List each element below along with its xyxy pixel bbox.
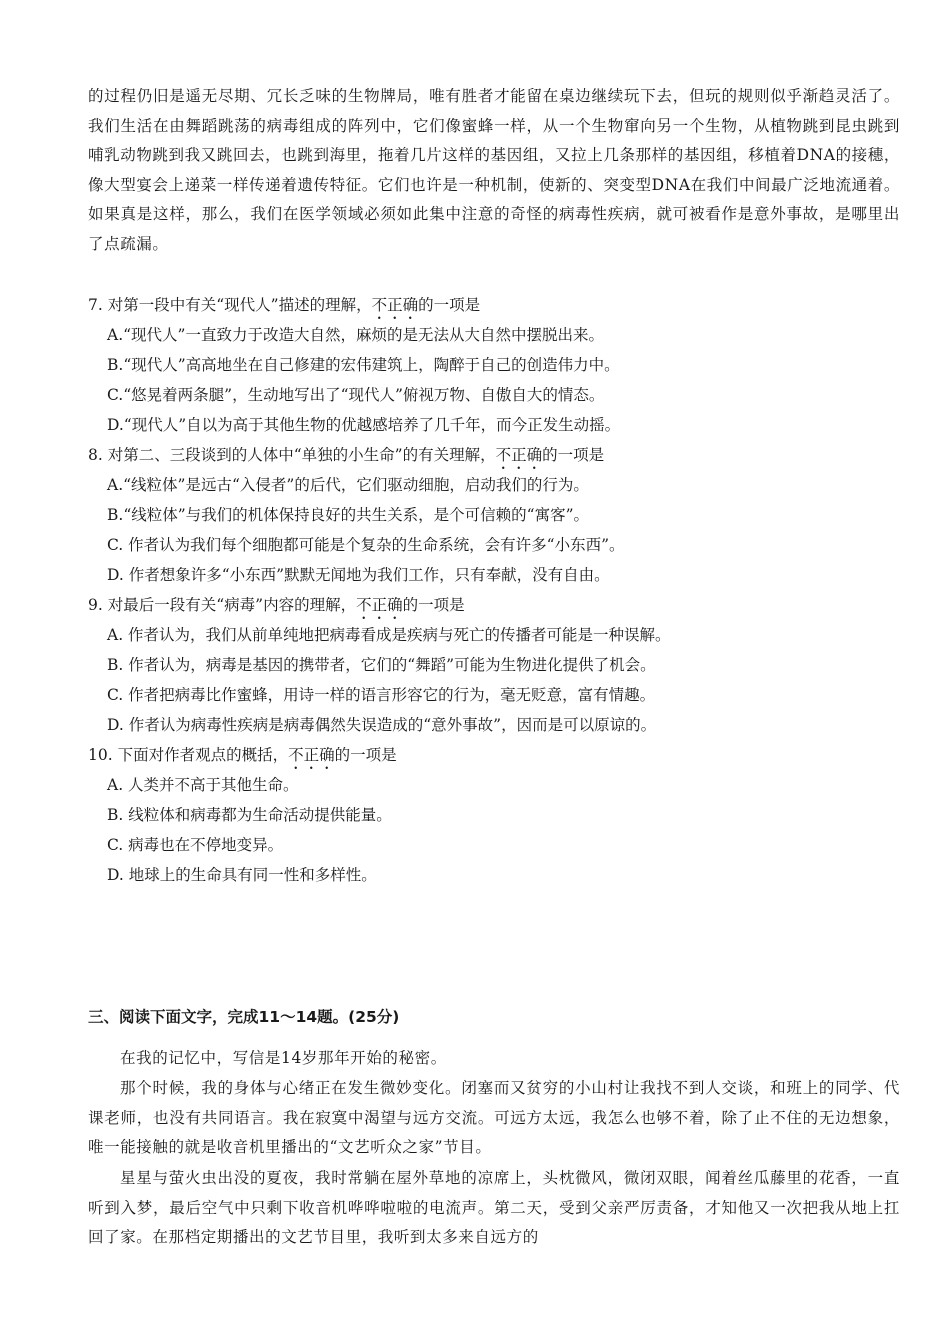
question-10-option-c: C. 病毒也在不停地变异。 xyxy=(107,836,284,854)
question-7-option-a: A.“现代人”一直致力于改造大自然，麻烦的是无法从大自然中摆脱出来。 xyxy=(107,326,604,344)
question-8-option-c: C. 作者认为我们每个细胞都可能是个复杂的生命系统，会有许多“小东西”。 xyxy=(107,536,625,554)
question-7-option-b: B.“现代人”高高地坐在自己修建的宏伟建筑上，陶醉于自己的创造伟力中。 xyxy=(107,356,620,374)
section-three-paragraph-1: 在我的记忆中，写信是14岁那年开始的秘密。 xyxy=(120,1049,447,1067)
passage-continuation: 的过程仍旧是遥无尽期、冗长乏味的生物牌局，唯有胜者才能留在桌边继续玩下去，但玩的规则似乎渐趋灵活了。我们生活在由舞蹈跳荡的病毒组成的阵列中，它们像蜜蜂一样，从一个生物窜向另一个生物，从植物跳到昆虫跳到哺乳动物跳到我又跳回去，也跳到海里，拖着几片这样的基因组，又拉上几条那样的基因组，移植着DNA的接穗，像大型宴会上递菜一样传递着遗传特征。它们也许是一种机制，使新的、突变型DNA在我们中间最广泛地流通着。如果真是这样，那么，我们在医学领域必须如此集中注意的奇怪的病毒性疾病，就可被看作是意外事故，是哪里出了点疏漏。 xyxy=(88,87,900,253)
question-7-stem xyxy=(88,290,900,323)
question-stem-post: 的一项是 xyxy=(418,296,481,314)
emphasis-not-correct: 不正确 xyxy=(495,446,543,464)
question-10-option-d: D. 地球上的生命具有同一性和多样性。 xyxy=(107,866,377,884)
question-stem-pre: 8. 对第二、三段谈到的人体中“单独的小生命”的有关理解， xyxy=(88,446,496,464)
question-9-option-a: A. 作者认为，我们从前单纯地把病毒看成是疾病与死亡的传播者可能是一种误解。 xyxy=(107,626,671,644)
question-9-option-c: C. 作者把病毒比作蜜蜂，用诗一样的语言形容它的行为，毫无贬意，富有情趣。 xyxy=(107,686,656,704)
question-7-option-d: D.“现代人”自以为高于其他生物的优越感培养了几千年，而今正发生动摇。 xyxy=(107,416,621,434)
question-10-option-a: A. 人类并不高于其他生命。 xyxy=(107,776,299,794)
question-8-stem xyxy=(88,440,900,473)
section-three-heading: 三、阅读下面文字，完成11～14题。(25分) xyxy=(88,1008,400,1026)
section-three-paragraph-2: 那个时候，我的身体与心绪正在发生微妙变化。闭塞而又贫穷的小山村让我找不到人交谈，和班上的同学、代课老师，也没有共同语言。我在寂寞中渴望与远方交流。可远方太远，我怎么也够不着，除了止不住的无边想象，唯一能接触的就是收音机里播出的“文艺听众之家”节目。 xyxy=(88,1079,900,1156)
question-9-option-d: D. 作者认为病毒性疾病是病毒偶然失误造成的“意外事故”，因而是可以原谅的。 xyxy=(107,716,657,734)
question-9-option-b: B. 作者认为，病毒是基因的携带者，它们的“舞蹈”可能为生物进化提供了机会。 xyxy=(107,656,656,674)
emphasis-not-correct: 不正确 xyxy=(356,596,403,614)
question-stem-post: 的一项是 xyxy=(542,446,605,464)
emphasis-not-correct: 不正确 xyxy=(288,746,335,764)
section-three-paragraph-3: 星星与萤火虫出没的夏夜，我时常躺在屋外草地的凉席上，头枕微风，微闭双眼，闻着丝瓜藤里的花香，一直听到入梦，最后空气中只剩下收音机哗哗啦啦的电流声。第二天，受到父亲严厉责备，才知他又一次把我从地上扛回了家。在那档定期播出的文艺节目里，我听到太多来自远方的 xyxy=(88,1169,900,1246)
question-7-option-c: C.“悠晃着两条腿”，生动地写出了“现代人”俯视万物、自傲自大的情态。 xyxy=(107,386,605,404)
emphasis-not-correct: 不正确 xyxy=(371,296,419,314)
question-stem-pre: 7. 对第一段中有关“现代人”描述的理解， xyxy=(88,296,372,314)
question-9-stem xyxy=(88,590,900,623)
question-stem-post: 的一项是 xyxy=(334,746,397,764)
question-8-option-b: B.“线粒体”与我们的机体保持良好的共生关系，是个可信赖的“寓客”。 xyxy=(107,506,590,524)
question-stem-pre: 9. 对最后一段有关“病毒”内容的理解， xyxy=(88,596,357,614)
question-stem-pre: 10. 下面对作者观点的概括， xyxy=(88,746,289,764)
question-8-option-d: D. 作者想象许多“小东西”默默无闻地为我们工作，只有奉献，没有自由。 xyxy=(107,566,610,584)
question-stem-post: 的一项是 xyxy=(402,596,465,614)
question-10-stem xyxy=(88,740,900,773)
question-8-option-a: A.“线粒体”是远古“入侵者”的后代，它们驱动细胞，启动我们的行为。 xyxy=(107,476,589,494)
question-10-option-b: B. 线粒体和病毒都为生命活动提供能量。 xyxy=(107,806,392,824)
